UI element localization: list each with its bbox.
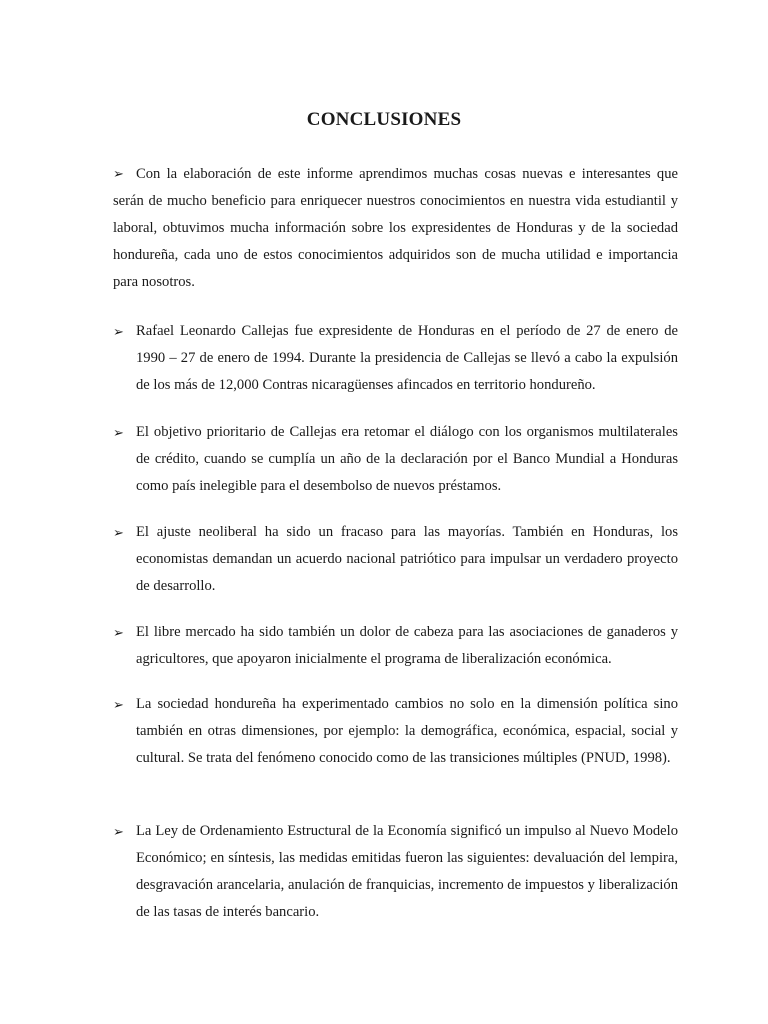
arrow-bullet-icon: ➢ <box>113 525 124 540</box>
list-item-text: La Ley de Ordenamiento Estructural de la Economía significó un impulso al Nuevo Modelo Económico; en síntesis, las medidas emitidas fueron las siguientes: devaluación del lempira, desgravación arancelaria, anulación de franquicias, incremento de impuestos y liberalización de las tasas de interés bancario. <box>136 823 678 920</box>
arrow-bullet-icon: ➢ <box>113 425 124 440</box>
intro-text: Con la elaboración de este informe aprendimos muchas cosas nuevas e interesantes que serán de mucho beneficio para enriquecer nuestros conocimientos en nuestra vida estudiantil y laboral, obtuvimos mucha información sobre los expresidentes de Honduras y de la sociedad hondureña, cada uno de estos conocimientos adquiridos son de mucha utilidad e importancia para nosotros. <box>113 166 678 290</box>
arrow-bullet-icon: ➢ <box>113 324 124 339</box>
intro-paragraph <box>113 160 678 296</box>
arrow-bullet-icon: ➢ <box>113 697 124 712</box>
list-item <box>113 619 678 673</box>
arrow-bullet-icon: ➢ <box>113 625 124 640</box>
list-item <box>113 691 678 772</box>
list-item <box>113 419 678 500</box>
page-title: CONCLUSIONES <box>306 109 462 130</box>
list-item-text: La sociedad hondureña ha experimentado cambios no solo en la dimensión política sino también en otras dimensiones, por ejemplo: la demográfica, económica, espacial, social y cultural. Se trata del fenómeno conocido como de las transiciones múltiples (PNUD, 1998). <box>136 696 678 766</box>
list-item <box>113 818 678 926</box>
list-item <box>113 318 678 399</box>
list-item <box>113 519 678 600</box>
arrow-bullet-icon: ➢ <box>113 824 124 839</box>
list-item-text: El libre mercado ha sido también un dolor de cabeza para las asociaciones de ganaderos y agricultores, que apoyaron inicialmente el programa de liberalización económica. <box>136 624 678 667</box>
list-item-text: El ajuste neoliberal ha sido un fracaso para las mayorías. También en Honduras, los economistas demandan un acuerdo nacional patriótico para impulsar un verdadero proyecto de desarrollo. <box>136 524 678 594</box>
arrow-bullet-icon: ➢ <box>113 166 124 181</box>
list-item-text: Rafael Leonardo Callejas fue expresidente de Honduras en el período de 27 de enero de 1990 – 27 de enero de 1994. Durante la presidencia de Callejas se llevó a cabo la expulsión de los más de 12,000 Contras nicaragüenses afincados en territorio hondureño. <box>136 323 678 393</box>
list-item-text: El objetivo prioritario de Callejas era retomar el diálogo con los organismos multilaterales de crédito, cuando se cumplía un año de la declaración por el Banco Mundial a Honduras como país inelegible para el desembolso de nuevos préstamos. <box>136 424 678 494</box>
